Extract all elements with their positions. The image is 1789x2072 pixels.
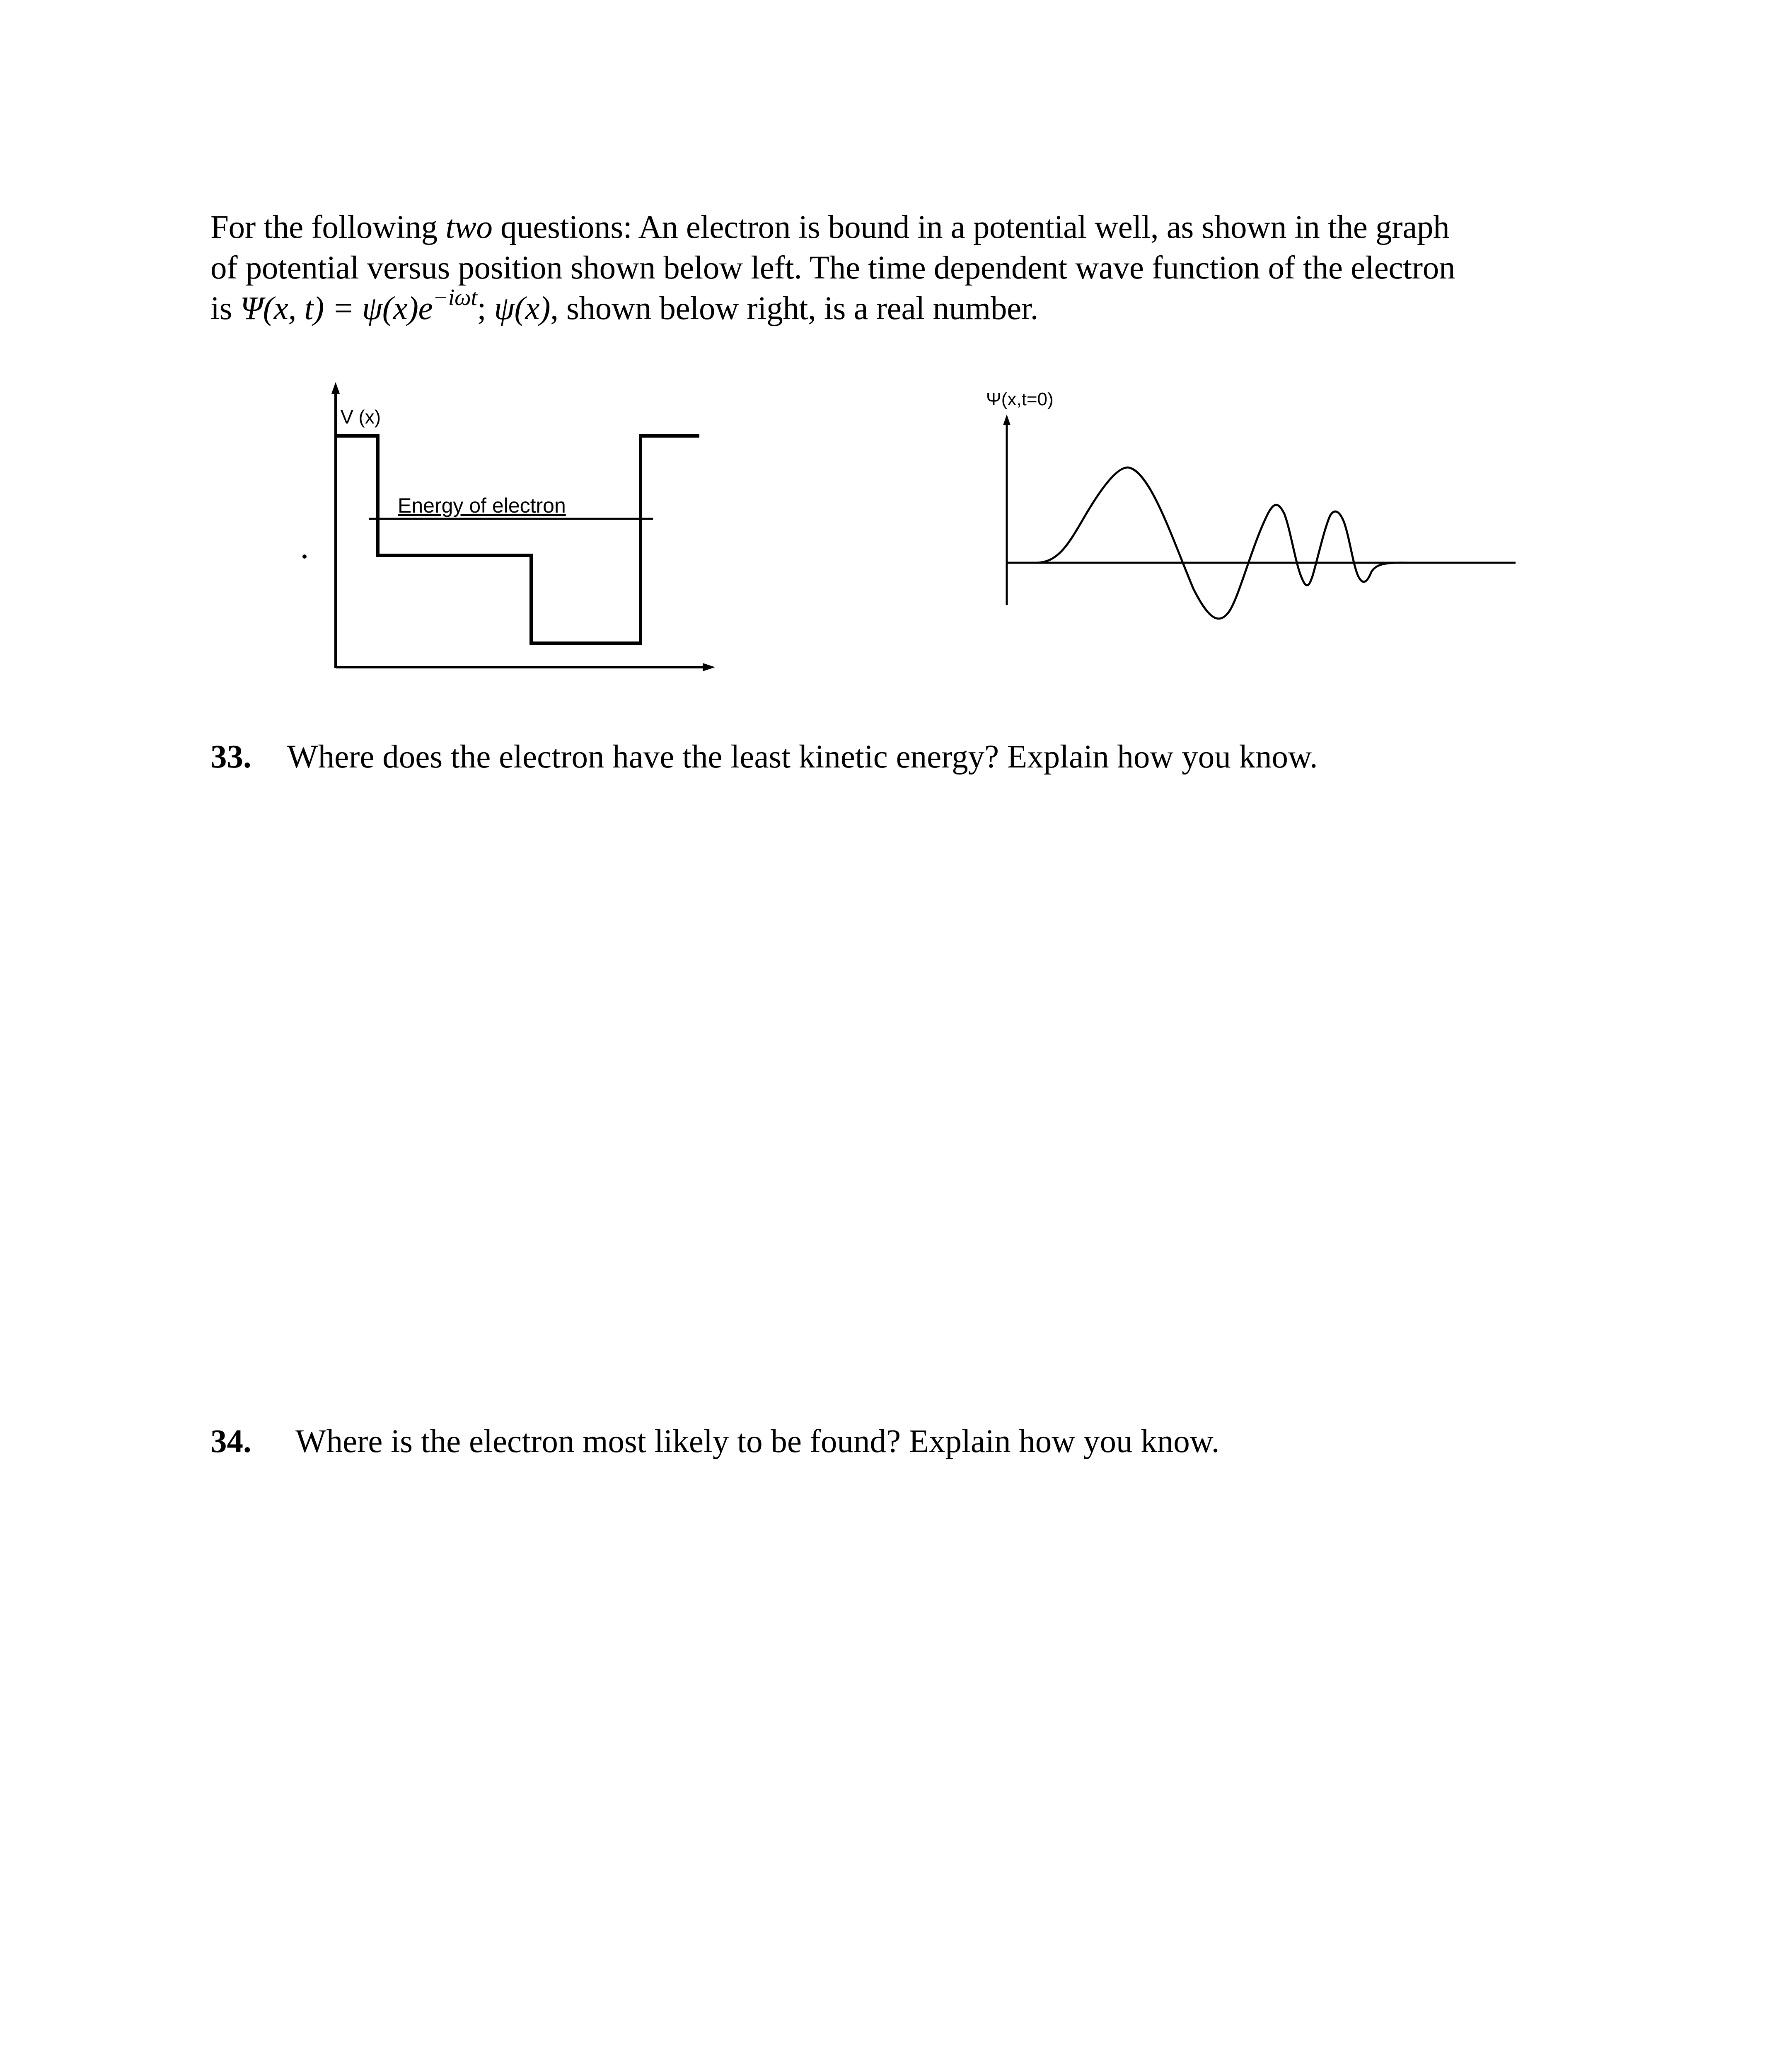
intro-line-2: of potential versus position shown below left. The time dependent wave function of the electron	[210, 250, 1455, 286]
potential-curve	[336, 436, 699, 643]
intro-text: ;	[477, 290, 494, 327]
intro-emphasis: two	[445, 209, 493, 245]
spatial-wavefunction: ψ(x)	[494, 290, 551, 327]
exponent: −iωt	[433, 285, 477, 310]
y-axis-label: V (x)	[341, 406, 381, 428]
intro-text: questions: An electron is bound in a potential well, as shown in the graph	[492, 209, 1450, 245]
wavefunction-equation: Ψ(x, t) = ψ(x)e	[240, 290, 433, 327]
y-axis-arrow	[1003, 414, 1011, 425]
intro-text: For the following	[210, 209, 446, 245]
question-text: Where is the electron most likely to be found? Explain how you know.	[295, 1423, 1220, 1460]
stray-dot	[302, 554, 307, 559]
x-axis-arrow	[703, 663, 715, 671]
y-axis-label: Ψ(x,t=0)	[986, 389, 1054, 409]
intro-paragraph	[210, 207, 1586, 329]
energy-label: Energy of electron	[398, 494, 566, 517]
question-text: Where does the electron have the least kinetic energy? Explain how you know.	[287, 739, 1318, 775]
question-34	[210, 1421, 1219, 1462]
y-axis-arrow	[331, 382, 340, 394]
potential-well-figure	[290, 373, 746, 696]
question-33	[210, 737, 1318, 777]
wavefunction-curve	[1007, 467, 1516, 619]
question-number: 34.	[210, 1423, 251, 1460]
wavefunction-figure	[953, 373, 1533, 671]
question-number: 33.	[210, 739, 251, 775]
intro-line-3	[210, 285, 1586, 329]
intro-text: , shown below right, is a real number.	[550, 290, 1039, 327]
intro-line-1	[210, 207, 1586, 248]
intro-text: is	[210, 290, 240, 327]
